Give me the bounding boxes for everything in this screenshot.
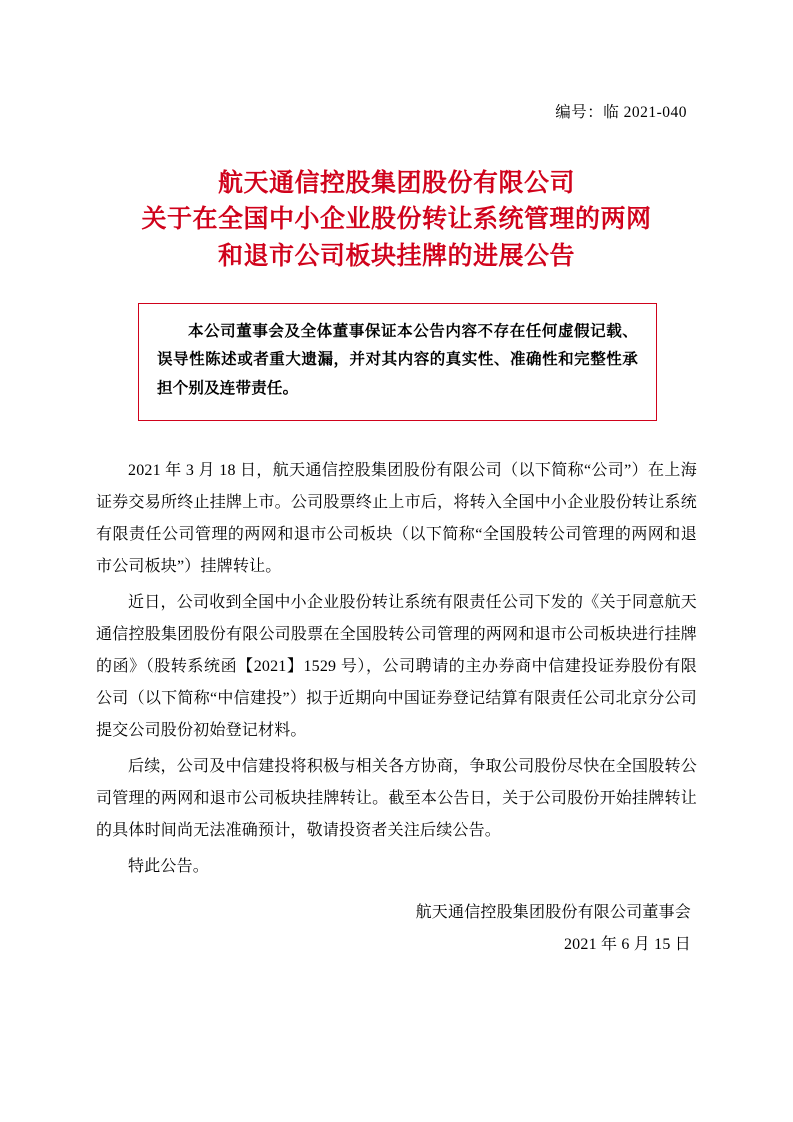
disclaimer-box (138, 303, 657, 421)
signature-company: 航天通信控股集团股份有限公司董事会 (415, 903, 691, 921)
title-line-2: 关于在全国中小企业股份转让系统管理的两网 (141, 206, 652, 234)
title-line-1: 航天通信控股集团股份有限公司 (217, 170, 575, 197)
paragraph-1: 2021 年 3 月 18 日，航天通信控股集团股份有限公司（以下简称“公司”）在上海证券交易所终止挂牌上市。公司股票终止上市后，将转入全国中小企业股份转让系统有限责任公司管理的两网和退市公司板块（以下简称“全国股转公司管理的两网和退市公司板块”）挂牌转让。 (96, 461, 697, 575)
title-line-3: 和退市公司板块挂牌的进展公告 (217, 242, 575, 270)
signature-block (96, 897, 697, 961)
paragraph-3: 后续，公司及中信建投将积极与相关各方协商，争取公司股份尽快在全国股转公司管理的两网和退市公司板块挂牌转让。截至本公告日，关于公司股份开始挂牌转让的具体时间尚无法准确预计，敬请投资者关注后续公告。 (96, 757, 697, 839)
disclaimer-text: 本公司董事会及全体董事保证本公告内容不存在任何虚假记载、误导性陈述或者重大遗漏，并对其内容的真实性、准确性和完整性承担个别及连带责任。 (157, 322, 638, 398)
document-title (96, 166, 697, 275)
paragraph-2: 近日，公司收到全国中小企业股份转让系统有限责任公司下发的《关于同意航天通信控股集团股份有限公司股票在全国股转公司管理的两网和退市公司板块进行挂牌的函》（股转系统函【2021】1529 号），公司聘请的主办券商中信建投证券股份有限公司（以下简称“中信建投”）拟于近期向中国证券登记结算有限责任公司北京分公司提交公司股份初始登记材料。 (96, 593, 697, 739)
document-body (96, 455, 697, 883)
document-number: 编号：临 2021-040 (555, 104, 687, 121)
signature-date: 2021 年 6 月 15 日 (563, 935, 691, 953)
paragraph-4: 特此公告。 (128, 857, 210, 875)
